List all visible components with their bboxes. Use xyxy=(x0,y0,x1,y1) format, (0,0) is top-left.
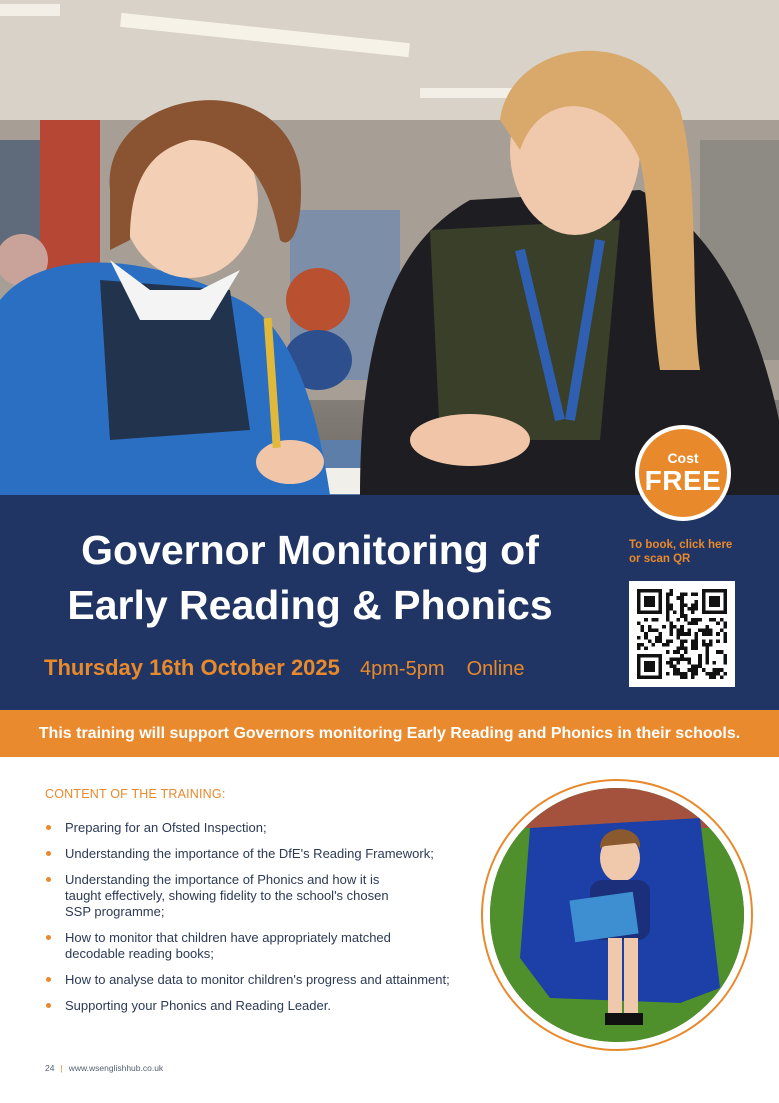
footer-url[interactable]: www.wsenglishhub.co.uk xyxy=(68,1063,164,1073)
content-item-line: How to monitor that children have appropriately matched xyxy=(65,930,391,945)
content-item-line: decodable reading books; xyxy=(65,946,214,961)
bullet-dot-icon xyxy=(46,851,51,856)
bullet-dot-icon xyxy=(46,877,51,882)
content-item xyxy=(45,998,475,1014)
content-item-line: How to analyse data to monitor children's progress and attainment; xyxy=(65,972,450,987)
title-line-2: Early Reading & Phonics xyxy=(67,582,553,628)
content-item-line: taught effectively, showing fidelity to the school's chosen xyxy=(65,888,389,903)
qr-code-image[interactable] xyxy=(637,589,727,679)
event-mode: Online xyxy=(466,658,525,680)
qr-code[interactable] xyxy=(629,581,735,687)
content-item-text xyxy=(65,872,475,920)
bullet-dot-icon xyxy=(46,1003,51,1008)
content-item-text xyxy=(65,930,475,962)
summary-strip: This training will support Governors monitoring Early Reading and Phonics in their schools. xyxy=(0,710,779,757)
content-item-text xyxy=(65,846,475,862)
content-item xyxy=(45,846,475,862)
bullet-dot-icon xyxy=(46,935,51,940)
hero-photo xyxy=(0,0,779,495)
cost-badge xyxy=(635,425,731,521)
cost-label: Cost xyxy=(667,450,699,466)
title-line-1: Governor Monitoring of xyxy=(81,527,539,573)
content-item-text xyxy=(65,820,475,836)
event-date: Thursday 16th October 2025 xyxy=(44,655,340,680)
content-item xyxy=(45,972,475,988)
content-item-line: Understanding the importance of the DfE's Reading Framework; xyxy=(65,846,434,861)
content-item xyxy=(45,930,475,962)
reading-child-photo xyxy=(481,779,753,1051)
bullet-dot-icon xyxy=(46,825,51,830)
bullet-dot-icon xyxy=(46,977,51,982)
content-heading: CONTENT OF THE TRAINING: xyxy=(45,787,226,801)
page-number: 24 xyxy=(45,1063,55,1073)
content-item-text xyxy=(65,998,475,1014)
content-item-line: SSP programme; xyxy=(65,904,165,919)
content-item-line: Preparing for an Ofsted Inspection; xyxy=(65,820,267,835)
content-item-line: Supporting your Phonics and Reading Leader. xyxy=(65,998,331,1013)
event-time: 4pm-5pm xyxy=(360,658,445,680)
content-item xyxy=(45,820,475,836)
booking-line-2: or scan QR xyxy=(629,553,691,565)
booking-line-1[interactable]: To book, click here xyxy=(629,539,733,551)
page-title xyxy=(40,523,580,633)
content-item-line: Understanding the importance of Phonics and how it is xyxy=(65,872,380,887)
booking-link[interactable] xyxy=(629,538,759,566)
footer-separator: | xyxy=(60,1063,63,1073)
event-details xyxy=(44,655,524,681)
training-content-list xyxy=(45,820,475,1024)
cost-value: FREE xyxy=(644,465,722,496)
footer xyxy=(45,1063,163,1073)
content-item-text xyxy=(65,972,475,988)
content-item xyxy=(45,872,475,920)
